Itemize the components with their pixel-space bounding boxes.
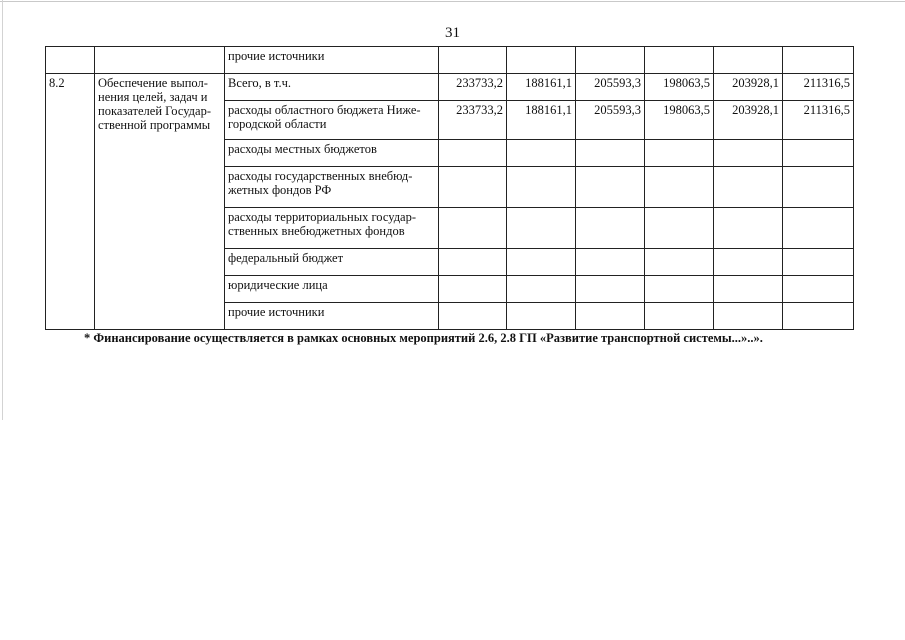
value-cell [576, 303, 645, 330]
value-cell [714, 47, 783, 74]
value-cell [645, 276, 714, 303]
source-cell: прочие источники [225, 303, 439, 330]
top-scan-rule [0, 1, 905, 2]
source-cell: федеральный бюджет [225, 249, 439, 276]
value-cell: 233733,2 [439, 74, 507, 101]
value-cell [714, 249, 783, 276]
value-cell [507, 140, 576, 167]
value-cell [783, 249, 854, 276]
value-cell [783, 303, 854, 330]
value-cell [783, 276, 854, 303]
value-cell [439, 47, 507, 74]
value-cell: 205593,3 [576, 101, 645, 140]
value-cell [439, 303, 507, 330]
table-body [46, 47, 854, 330]
value-cell [507, 276, 576, 303]
value-cell: 211316,5 [783, 74, 854, 101]
value-cell [576, 249, 645, 276]
item-number-cell [46, 47, 95, 74]
footnote: * Финансирование осуществляется в рамках основных мероприятий 2.6, 2.8 ГП «Развитие транспортной системы...»..». [84, 331, 763, 345]
value-cell [507, 167, 576, 208]
value-cell [507, 303, 576, 330]
value-cell: 211316,5 [783, 101, 854, 140]
value-cell [645, 208, 714, 249]
source-cell: расходы государственных внебюд-жетных фондов РФ [225, 167, 439, 208]
value-cell: 205593,3 [576, 74, 645, 101]
value-cell [645, 47, 714, 74]
value-cell: 203928,1 [714, 74, 783, 101]
value-cell [439, 167, 507, 208]
value-cell: 233733,2 [439, 101, 507, 140]
item-number-cell: 8.2 [46, 74, 95, 330]
value-cell [576, 47, 645, 74]
value-cell: 188161,1 [507, 101, 576, 140]
value-cell: 188161,1 [507, 74, 576, 101]
source-cell: расходы областного бюджета Ниже-городской области [225, 101, 439, 140]
value-cell [439, 276, 507, 303]
value-cell [507, 47, 576, 74]
item-name-cell: Обеспечение выпол-нения целей, задач и показателей Государ-ственной программы [95, 74, 225, 330]
financing-table [45, 46, 854, 330]
value-cell [645, 249, 714, 276]
value-cell [576, 208, 645, 249]
value-cell [714, 303, 783, 330]
value-cell [714, 276, 783, 303]
value-cell: 203928,1 [714, 101, 783, 140]
item-name-cell [95, 47, 225, 74]
source-cell: расходы местных бюджетов [225, 140, 439, 167]
value-cell [507, 249, 576, 276]
value-cell [576, 140, 645, 167]
value-cell [783, 140, 854, 167]
value-cell [439, 249, 507, 276]
left-scan-rule [2, 0, 3, 420]
value-cell [439, 208, 507, 249]
source-cell: расходы территориальных государ-ственных внебюджетных фондов [225, 208, 439, 249]
source-cell: Всего, в т.ч. [225, 74, 439, 101]
value-cell [645, 167, 714, 208]
value-cell: 198063,5 [645, 74, 714, 101]
value-cell [645, 140, 714, 167]
value-cell [439, 140, 507, 167]
source-cell: прочие источники [225, 47, 439, 74]
value-cell [645, 303, 714, 330]
value-cell [507, 208, 576, 249]
value-cell [576, 167, 645, 208]
page-number: 31 [445, 25, 460, 41]
value-cell [576, 276, 645, 303]
value-cell [714, 208, 783, 249]
source-cell: юридические лица [225, 276, 439, 303]
value-cell [783, 208, 854, 249]
value-cell [783, 47, 854, 74]
value-cell [783, 167, 854, 208]
value-cell: 198063,5 [645, 101, 714, 140]
value-cell [714, 140, 783, 167]
value-cell [714, 167, 783, 208]
table-row [46, 74, 854, 101]
table-row [46, 47, 854, 74]
